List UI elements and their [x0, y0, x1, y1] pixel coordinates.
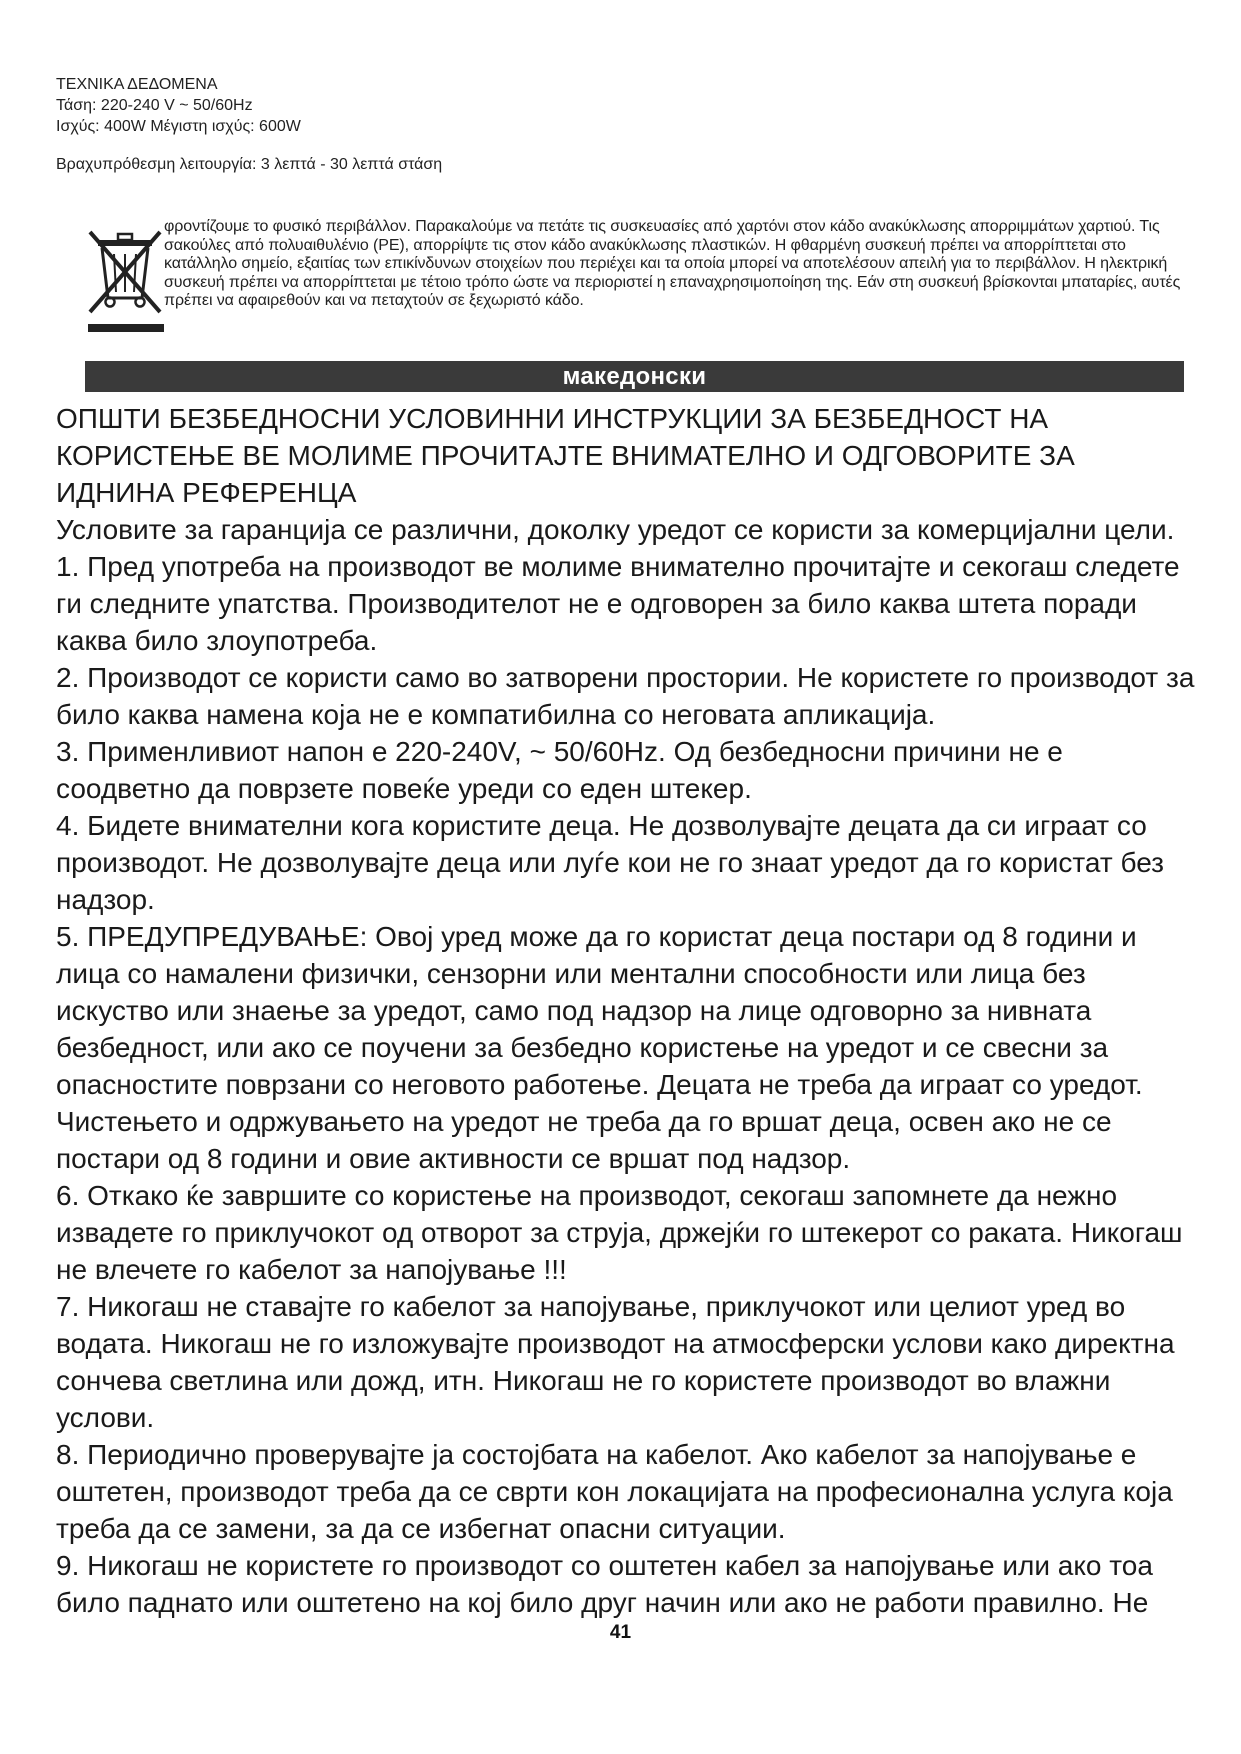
language-bar: македонски — [85, 361, 1184, 392]
instruction-item: 5. ПРЕДУПРЕДУВАЊЕ: Овој уред може да го користат деца постари од 8 години и лица со намалени физички, сензорни или ментални способности или лица без искуство или знаење за уредот, само под надзор на лице одговорно за нивната безбедност, или ако се поучени за безбедно користење на уредот и се свесни за опасностите поврзани со неговото работење. Децата не треба да играат со уредот. Чистењето и одржувањето на уредот не треба да го вршат деца, освен ако не се постари од 8 години и овие активности се вршат под надзор. — [56, 921, 1143, 1174]
instruction-item: 2. Производот се користи само во затворени простории. Не користете го производот за било каква намена која не е компатибилна со неговата апликација. — [56, 662, 1195, 730]
instruction-item: 4. Бидете внимателни кога користите деца. Не дозволувајте децата да си играат со производот. Не дозволувајте деца или луѓе кои не го знаат уредот да го користат без надзор. — [56, 810, 1164, 915]
page-number: 41 — [609, 1622, 632, 1643]
crossed-out-wheelie-bin-icon — [84, 228, 168, 338]
technical-data — [56, 74, 956, 175]
instruction-item: 8. Периодично проверувајте ја состојбата на кабелот. Ако кабелот за напојување е оштетен, производот треба да се сврти кон локацијата на професионална услуга која треба да се замени, за да се избегнат опасни ситуации. — [56, 1439, 1173, 1544]
safety-instructions — [56, 400, 1196, 1621]
warranty-note: Условите за гаранција се различни, доколку уредот се користи за комерцијални цели. — [56, 514, 1175, 545]
instruction-item: 6. Откако ќе завршите со користење на производот, секогаш запомнете да нежно извадете го приклучокот од отворот за струја, држејќи го штекерот со раката. Никогаш не влечете го кабелот за напојување !!! — [56, 1180, 1183, 1285]
voltage-spec: Τάση: 220-240 V ~ 50/60Hz — [56, 97, 253, 114]
technical-data-heading: ΤΕΧΝΙΚΑ ΔΕΔΟΜΕΝΑ — [56, 76, 218, 93]
power-spec: Ισχύς: 400W Μέγιστη ισχύς: 600W — [56, 118, 301, 135]
recycling-notice — [84, 218, 1184, 348]
recycling-text: φροντίζουμε το φυσικό περιβάλλον. Παρακαλούμε να πετάτε τις συσκευασίες από χαρτόνι στον κάδο ανακύκλωσης απορριμμάτων χαρτιού. Τις σακούλες από πολυαιθυλένιο (PE), απορρίψτε τις στον κάδο ανακύκλωσης πλαστικών. Η φθαρμένη συσκευή πρέπει να απορρίπτεται στο κατάλληλο σημείο, εξαιτίας των επικίνδυνων στοιχείων που περιέχει και τα οποία μπορεί να αποτελέσουν απειλή για το περιβάλλον. Η ηλεκτρική συσκευή πρέπει να απορρίπτεται με τέτοιο τρόπο ώστε να περιοριστεί η επαναχρησιμοποίηση της. Εάν στη συσκευή βρίσκονται μπαταρίες, αυτές πρέπει να αφαιρεθούν και να πεταχτούν σε ξεχωριστό κάδο. — [164, 218, 1181, 309]
section-title: ОПШТИ БЕЗБЕДНОСНИ УСЛОВИННИ ИНСТРУКЦИИ ЗА БЕЗБЕДНОСТ НА КОРИСТЕЊЕ ВЕ МОЛИМЕ ПРОЧИТАЈТЕ ВНИМАТЕЛНО И ОДГОВОРИТЕ ЗА ИДНИНА РЕФЕРЕНЦА — [56, 403, 1075, 508]
instruction-item: 9. Никогаш не користете го производот со оштетен кабел за напојување или ако тоа било паднато или оштетено на кој било друг начин или ако не работи правилно. Не — [56, 1550, 1153, 1618]
instruction-item: 3. Применливиот напон е 220-240V, ~ 50/60Hz. Од безбедносни причини не е соодветно да поврзете повеќе уреди со еден штекер. — [56, 736, 1063, 804]
instruction-item: 1. Пред употреба на производот ве молиме внимателно прочитајте и секогаш следете ги следните упатства. Производителот не е одговорен за било каква штета поради каква било злоупотреба. — [56, 551, 1180, 656]
instruction-item: 7. Никогаш не ставајте го кабелот за напојување, приклучокот или целиот уред во водата. Никогаш не го изложувајте производот на атмосферски услови како директна сончева светлина или дожд, итн. Никогаш не го користете производот во влажни услови. — [56, 1291, 1175, 1433]
short-operation-spec: Βραχυπρόθεσμη λειτουργία: 3 λεπτά - 30 λεπτά στάση — [56, 156, 443, 173]
